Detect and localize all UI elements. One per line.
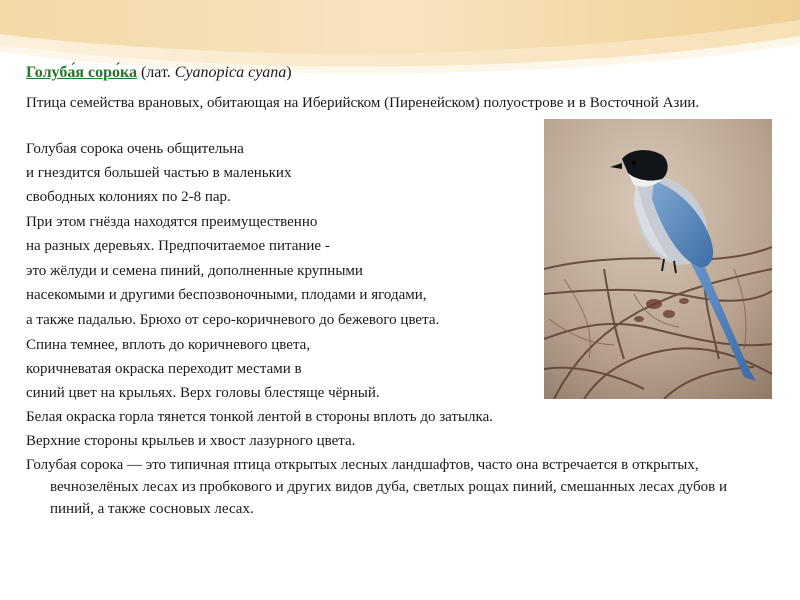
title-link[interactable]: Голуба́я соро́ка	[26, 64, 137, 81]
paragraph: Верхние стороны крыльев и хвост лазурного цвета.	[26, 433, 356, 449]
slide-title	[26, 64, 292, 82]
paragraph: Голубая сорока — это типичная птица открытых лесных ландшафтов, часто она встречается в открытых, вечнозелёных лесах из пробкового и других видов дуба, светлых рощах пиний, смешанных лесах дубов и пиний, а также сосновых лесах.	[26, 457, 728, 517]
paragraph: Спина темнее, вплоть до коричневого цвета,	[26, 337, 311, 353]
paragraph: Птица семейства врановых, обитающая на Иберийском (Пиренейском) полуострове и в Восточной Азии.	[26, 95, 700, 111]
title-prefix: (лат.	[136, 64, 175, 81]
paragraph: коричневатая окраска переходит местами в	[26, 361, 302, 377]
paragraph: и гнездится большей частью в маленьких	[26, 165, 292, 181]
paragraph: это жёлуди и семена пиний, дополненные крупными	[26, 263, 363, 279]
title-latin-name: Cyanopica cyana	[174, 64, 287, 81]
paragraph: на разных деревьях. Предпочитаемое питание -	[26, 238, 330, 254]
paragraph: синий цвет на крыльях. Верх головы блестяще чёрный.	[26, 385, 380, 401]
paragraph: При этом гнёзда находятся преимущественно	[26, 214, 318, 230]
paragraph: свободных колониях по 2-8 пар.	[26, 189, 231, 205]
azure-winged-magpie-photo	[544, 119, 772, 399]
title-suffix: )	[286, 64, 292, 81]
paragraph: Голубая сорока очень общительна	[26, 141, 244, 157]
paragraph: а также падалью. Брюхо от серо-коричневого до бежевого цвета.	[26, 312, 440, 328]
paragraph: Белая окраска горла тянется тонкой лентой в стороны вплоть до затылка.	[26, 409, 493, 425]
paragraph: насекомыми и другими беспозвоночными, плодами и ягодами,	[26, 287, 427, 303]
